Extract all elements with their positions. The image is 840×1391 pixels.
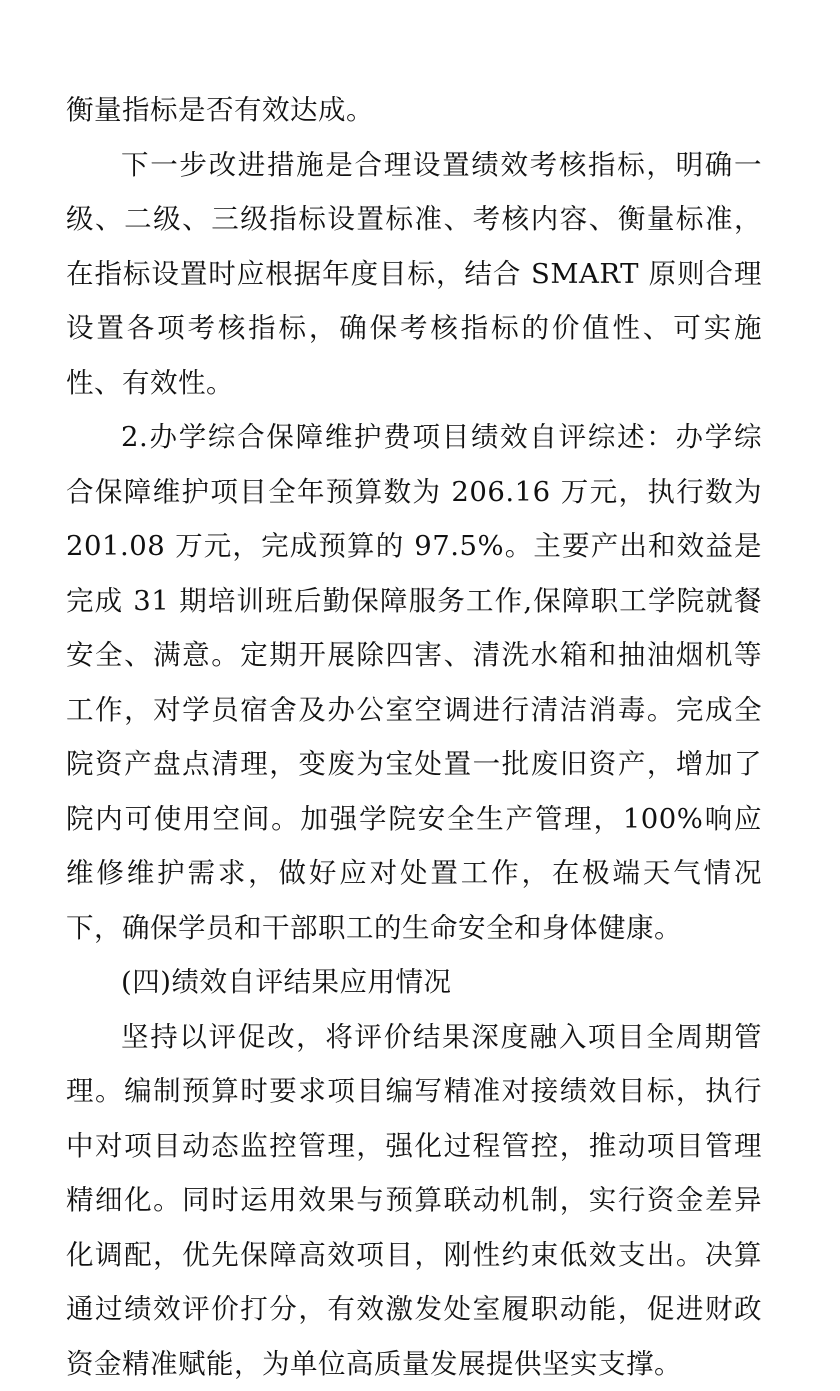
paragraph-next-steps: 下一步改进措施是合理设置绩效考核指标，明确一级、二级、三级指标设置标准、考核内容、衡量标准，在指标设置时应根据年度目标，结合 SMART 原则合理设置各项考核指标，确保考核指标的价值性、可实施性、有效性。	[66, 138, 762, 411]
document-page	[66, 83, 762, 1391]
section-heading-4: (四)绩效自评结果应用情况	[66, 955, 762, 1010]
paragraph-project-2-summary: 2.办学综合保障维护费项目绩效自评综述：办学综合保障维护项目全年预算数为 206.16 万元，执行数为 201.08 万元，完成预算的 97.5%。主要产出和效益是完成 31 期培训班后勤保障服务工作,保障职工学院就餐安全、满意。定期开展除四害、清洗水箱和抽油烟机等工作，对学员宿舍及办公室空调进行清洁消毒。完成全院资产盘点清理，变废为宝处置一批废旧资产，增加了院内可使用空间。加强学院安全生产管理，100%响应维修维护需求，做好应对处置工作，在极端天气情况下，确保学员和干部职工的生命安全和身体健康。	[66, 410, 762, 955]
paragraph-continuation: 衡量指标是否有效达成。	[66, 83, 762, 138]
paragraph-results-application: 坚持以评促改，将评价结果深度融入项目全周期管理。编制预算时要求项目编写精准对接绩效目标，执行中对项目动态监控管理，强化过程管控，推动项目管理精细化。同时运用效果与预算联动机制，实行资金差异化调配，优先保障高效项目，刚性约束低效支出。决算通过绩效评价打分，有效激发处室履职动能，促进财政资金精准赋能，为单位高质量发展提供坚实支撑。	[66, 1010, 762, 1391]
